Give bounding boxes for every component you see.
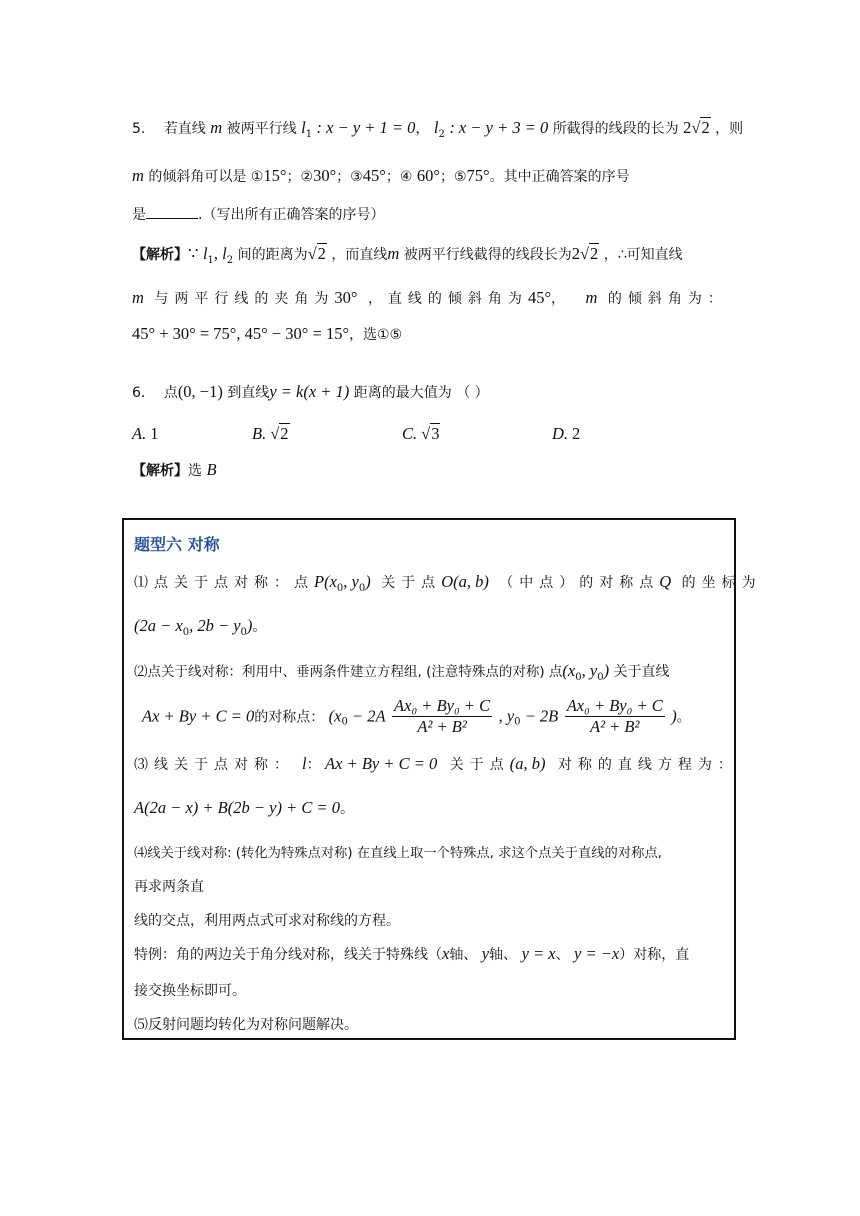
- solution-6: 【解析】选 B: [132, 460, 217, 479]
- box-special-case-line-1: 特例：角的两边关于角分线对称，线关于特殊线（x轴、 y轴、 y = x、 y = −x）对称，直: [134, 944, 690, 963]
- option-c[interactable]: C. √3: [402, 424, 440, 443]
- box-point-5: ⑸反射问题均转化为对称问题解决。: [134, 1017, 358, 1033]
- question-5-line-2: m 的倾斜角可以是 ①15°；②30°；③45°；④ 60°；⑤75°。其中正确答案的序号: [132, 166, 630, 185]
- solution-tag: 【解析】: [132, 463, 188, 479]
- box-point-3-line-1: ⑶线关于点对称： l： Ax + By + C = 0 关于点(a, b) 对称的直线方程为：: [134, 754, 738, 773]
- box-point-1-line-1: ⑴点关于点对称：点$P(x_0$, $y_0$) 关于点O(a, b) （中点）的对称点Q 的坐标为: [134, 572, 762, 594]
- question-number: 6.: [132, 385, 146, 401]
- box-point-4-line-1: ⑷线关于线对称: (转化为特殊点对称) 在直线上取一个特殊点, 求这个点关于直线的对称点,: [134, 846, 662, 861]
- fraction: $\frac{\text{Ax₀ + By₀ + C}}{\text{A² + B²}}$: [394, 696, 491, 736]
- answer-blank[interactable]: [146, 206, 198, 219]
- box-point-3-line-2: A(2a − x) + B(2b − y) + C = 0。: [134, 798, 354, 817]
- solution-tag: 【解析】: [132, 247, 188, 263]
- fraction: $\frac{\text{Ax₀ + By₀ + C}}{\text{A² + B²}}$: [566, 696, 663, 736]
- question-6-line: 6. 点(0, −1) 到直线y = k(x + 1) 距离的最大值为 （ ）: [132, 382, 489, 401]
- box-point-1-line-2: ($2a - x_0$, $2b - y_0$)。: [134, 616, 267, 638]
- sqrt-symbol: √2: [691, 118, 710, 137]
- solution-5-line-3: 45° + 30° = 75°, 45° − 30° = 15°，选①⑤: [132, 324, 403, 343]
- option-d[interactable]: D. 2: [552, 424, 581, 443]
- solution-5-line-2: m 与两平行线的夹角为30° ，直线的倾斜角为45°， m 的倾斜角为：: [132, 288, 728, 307]
- question-5-line-1: 5. 若直线 m 被两平行线 $l_1$ : x − y + 1 = 0， $l_2$ : x − y + 3 = 0 所截得的线段的长为 2√2 ，则: [132, 118, 744, 140]
- question-5-line-3: 是 .（写出所有正确答案的序号）: [132, 207, 385, 223]
- box-point-2-line-1: ⑵点关于线对称：利用中、垂两条件建立方程组, (注意特殊点的对称) 点($x_0$, $y_0$) 关于直线: [134, 661, 670, 683]
- option-a[interactable]: A. 1: [132, 424, 159, 443]
- box-point-4-line-2: 再求两条直: [134, 879, 204, 895]
- question-number: 5.: [132, 121, 146, 137]
- option-b[interactable]: B. √2: [252, 424, 289, 443]
- box-point-4-line-3: 线的交点，利用两点式可求对称线的方程。: [134, 913, 400, 929]
- box-heading: 题型六 对称: [134, 535, 220, 554]
- solution-5-line-1: 【解析】∵ $l_1$, $l_2$ 间的距离为√2 ，而直线m 被两平行线截得的线段长为2√2 ，∴可知直线: [132, 244, 683, 266]
- summary-box: [122, 518, 762, 1040]
- box-special-case-line-2: 接交换坐标即可。: [134, 983, 246, 999]
- box-point-2-line-2: Ax + By + C = 0的对称点： ($x_0 - 2A$ $\frac{\text{Ax₀ + By₀ + C}}{\text{A² + B²}}$ , $y_0 - 2B$ $\frac{\text{Ax₀ + By₀ + C}}{\text{A² + B²}}$ )。: [142, 696, 691, 736]
